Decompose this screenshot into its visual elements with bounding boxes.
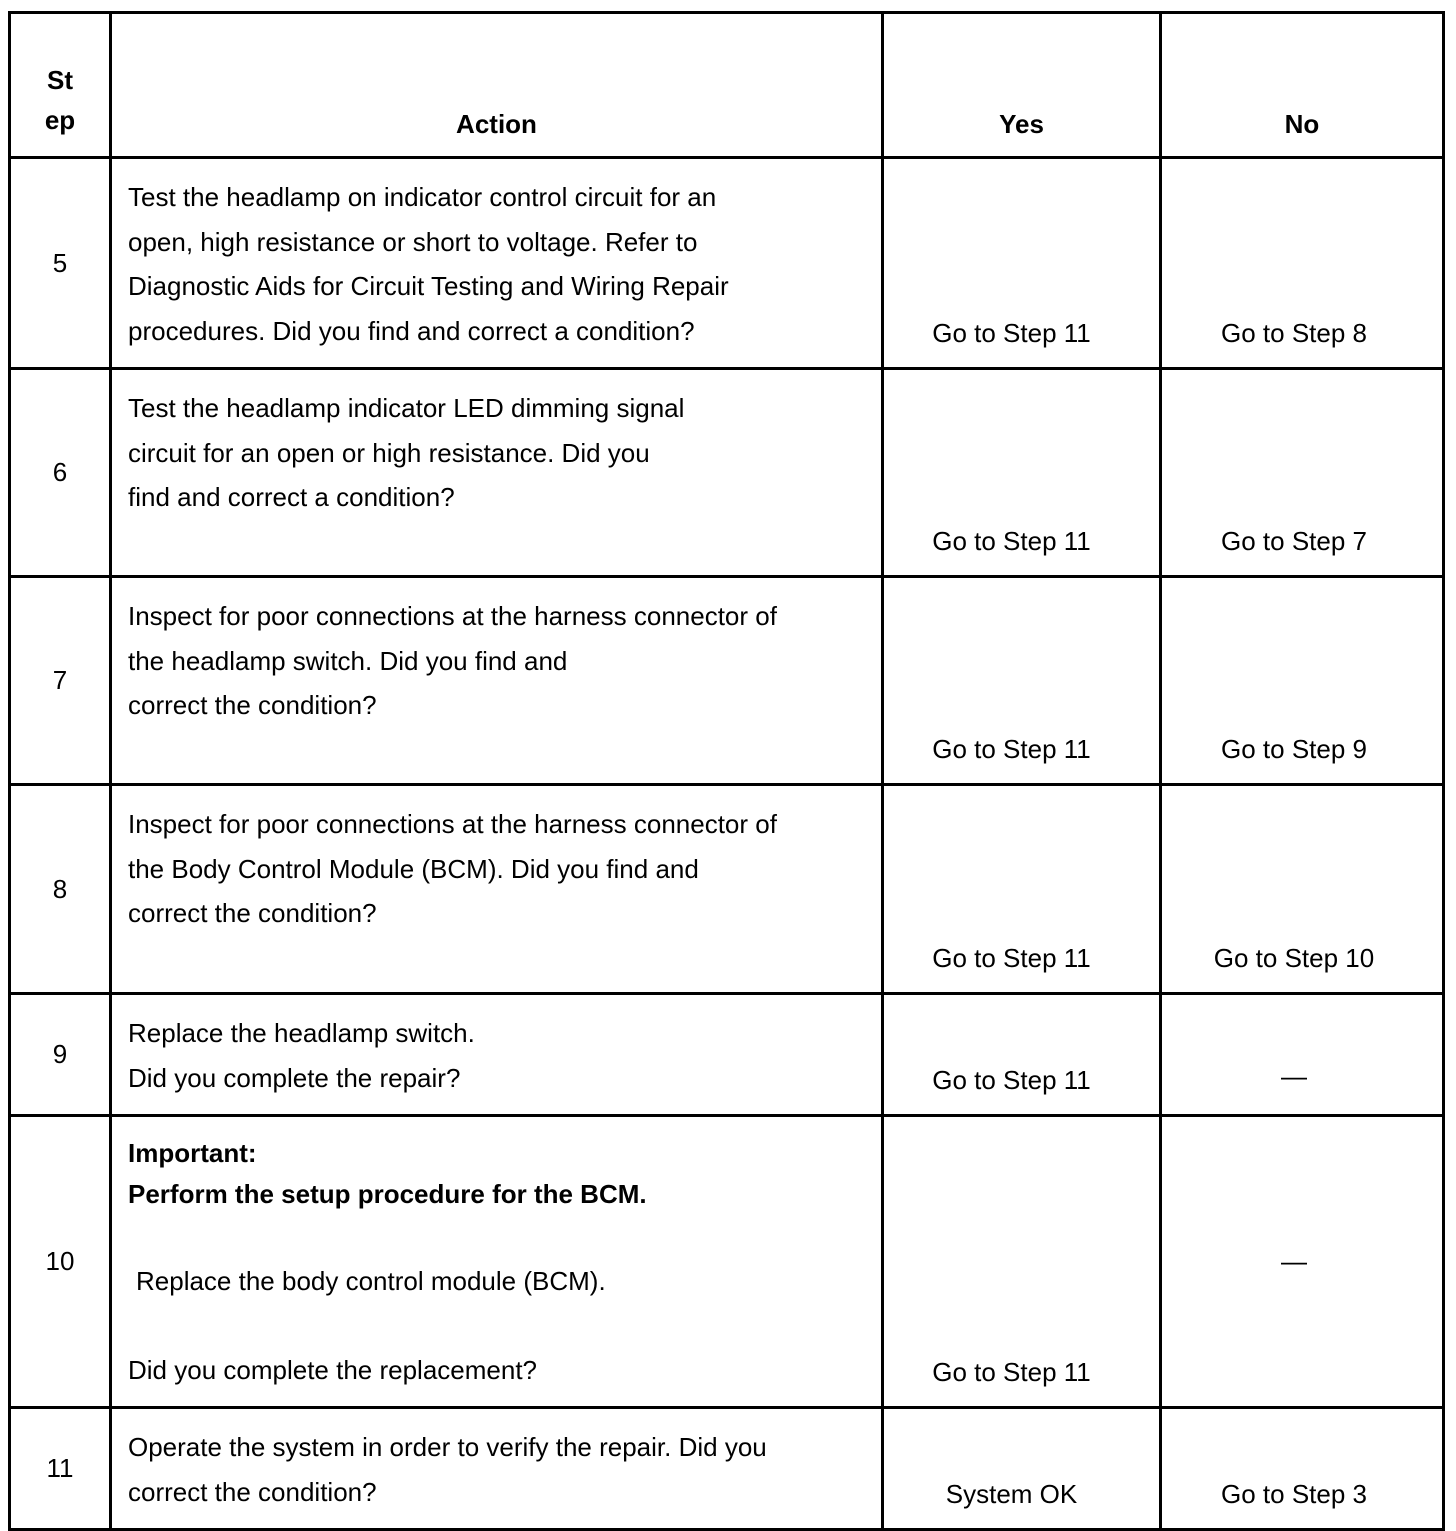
yes-result: Go to Step 11	[883, 785, 1161, 994]
step-number: 9	[10, 994, 111, 1116]
table-row	[10, 158, 1444, 369]
yes-result: Go to Step 11	[883, 994, 1161, 1116]
table-row	[10, 369, 1444, 577]
no-result: —	[1161, 1116, 1444, 1408]
header-step: St ep	[10, 13, 111, 158]
table-row	[10, 577, 1444, 785]
table-row	[10, 1408, 1444, 1530]
step-number: 5	[10, 158, 111, 369]
action-text: Test the headlamp indicator LED dimming signal circuit for an open or high resistance. Did you find and correct a condition?	[111, 369, 883, 577]
step-number: 11	[10, 1408, 111, 1530]
yes-result: Go to Step 11	[883, 1116, 1161, 1408]
no-result: Go to Step 7	[1161, 369, 1444, 577]
step-number: 10	[10, 1116, 111, 1408]
step-number: 7	[10, 577, 111, 785]
important-note: Perform the setup procedure for the BCM.	[128, 1179, 647, 1209]
diagnostic-table	[8, 11, 1445, 1531]
header-no: No	[1161, 13, 1444, 158]
header-row	[10, 13, 1444, 158]
no-result: Go to Step 3	[1161, 1408, 1444, 1530]
yes-result: Go to Step 11	[883, 369, 1161, 577]
table-row	[10, 994, 1444, 1116]
action-text: Inspect for poor connections at the harness connector of the headlamp switch. Did you find and correct the condition?	[111, 577, 883, 785]
yes-result: Go to Step 11	[883, 158, 1161, 369]
header-action: Action	[111, 13, 883, 158]
action-text: Operate the system in order to verify the repair. Did you correct the condition?	[111, 1408, 883, 1530]
header-yes: Yes	[883, 13, 1161, 158]
action-text: Test the headlamp on indicator control circuit for an open, high resistance or short to voltage. Refer to Diagnostic Aids for Circuit Testing and Wiring Repair procedures. Did you find and correct a condition?	[111, 158, 883, 369]
action-text: Inspect for poor connections at the harness connector of the Body Control Module (BCM). Did you find and correct the condition?	[111, 785, 883, 994]
yes-result: Go to Step 11	[883, 577, 1161, 785]
yes-result: System OK	[883, 1408, 1161, 1530]
action-text: Important: Perform the setup procedure for the BCM. Replace the body control module (BCM). Did you complete the replacement?	[111, 1116, 883, 1408]
action-text: Replace the headlamp switch. Did you complete the repair?	[111, 994, 883, 1116]
no-result: Go to Step 8	[1161, 158, 1444, 369]
important-label: Important:	[128, 1138, 257, 1168]
step-number: 6	[10, 369, 111, 577]
step-number: 8	[10, 785, 111, 994]
table-row	[10, 1116, 1444, 1408]
no-result: Go to Step 10	[1161, 785, 1444, 994]
no-result: —	[1161, 994, 1444, 1116]
no-result: Go to Step 9	[1161, 577, 1444, 785]
table-row	[10, 785, 1444, 994]
